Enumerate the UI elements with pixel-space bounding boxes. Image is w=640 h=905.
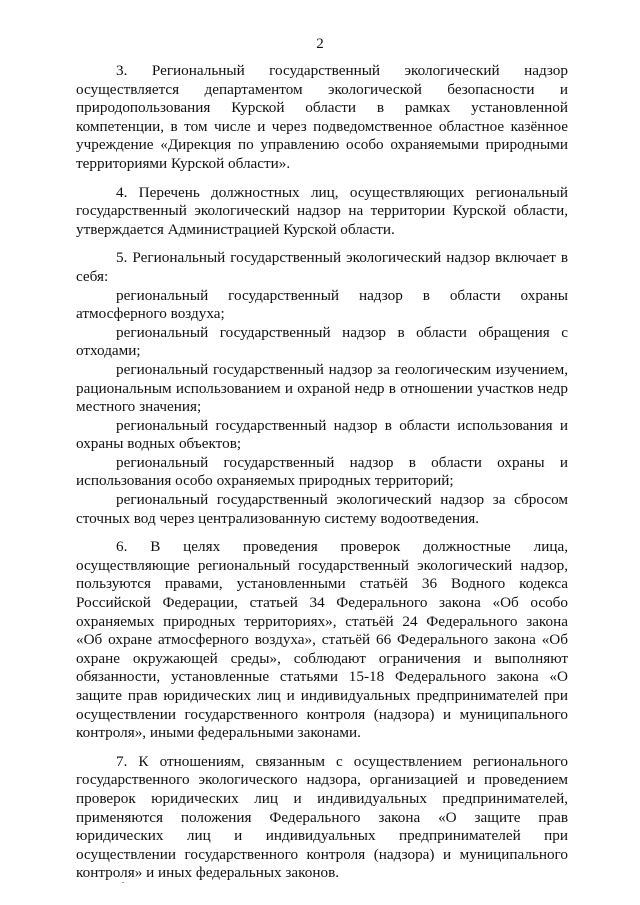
list-item: региональный государственный экологический надзор за сбросом сточных вод через централизованную систему водоотведения.: [76, 491, 568, 527]
scan-mark: [122, 882, 124, 883]
document-body: [76, 62, 568, 893]
paragraph-4: 4. Перечень должностных лиц, осуществляющих региональный государственный экологический надзор на территории Курской области, утверждается Администрацией Курской области.: [76, 183, 568, 238]
paragraph-7: 7. К отношениям, связанным с осуществлением регионального государственного экологического надзора, организацией и проведением проверок юридических лиц и индивидуальных предпринимателей, применяются положения Федерального закона «О защите прав юридических лиц и индивидуальных предпринимателей при осуществлении государственного контроля (надзора) и муниципального контроля» и иных федеральных законов.: [76, 752, 568, 882]
list-item: региональный государственный надзор в области обращения с отходами;: [76, 323, 568, 360]
paragraph-spacer: [76, 528, 568, 538]
page-number: 2: [316, 36, 324, 52]
list-item: региональный государственный надзор в области охраны и использования особо охраняемых природных территорий;: [76, 453, 568, 490]
paragraph-3: 3. Региональный государственный экологический надзор осуществляется департаментом экологической безопасности и природопользования Курской области в рамках установленной компетенции, в том числе и через подведомственное областное казённое учреждение «Дирекция по управлению особо охраняемыми природными территориями Курской области».: [76, 62, 568, 172]
list-item: региональный государственный надзор в области использования и охраны водных объектов;: [76, 416, 568, 453]
paragraph-5-intro: 5. Региональный государственный экологический надзор включает в себя:: [76, 249, 568, 285]
list-item: региональный государственный надзор в области охраны атмосферного воздуха;: [76, 286, 568, 323]
list-item: региональный государственный надзор за геологическим изучением, рациональным использованием и охраной недр в отношении участков недр местного значения;: [76, 360, 568, 416]
paragraph-6: 6. В целях проведения проверок должностные лица, осуществляющие региональный государственный экологический надзор, пользуются правами, установленными статьёй 36 Водного кодекса Российской Федерации, статьей 34 Федерального закона «Об особо охраняемых природных территориях», статьёй 24 Федерального закона «Об охране атмосферного воздуха», статьёй 66 Федерального закона «Об охране окружающей среды», соблюдают ограничения и выполняют обязанности, установленные статьями 15-18 Федерального закона «О защите прав юридических лиц и индивидуальных предпринимателей при осуществлении государственного контроля (надзора) и муниципального контроля», иными федеральными законами.: [76, 538, 568, 742]
